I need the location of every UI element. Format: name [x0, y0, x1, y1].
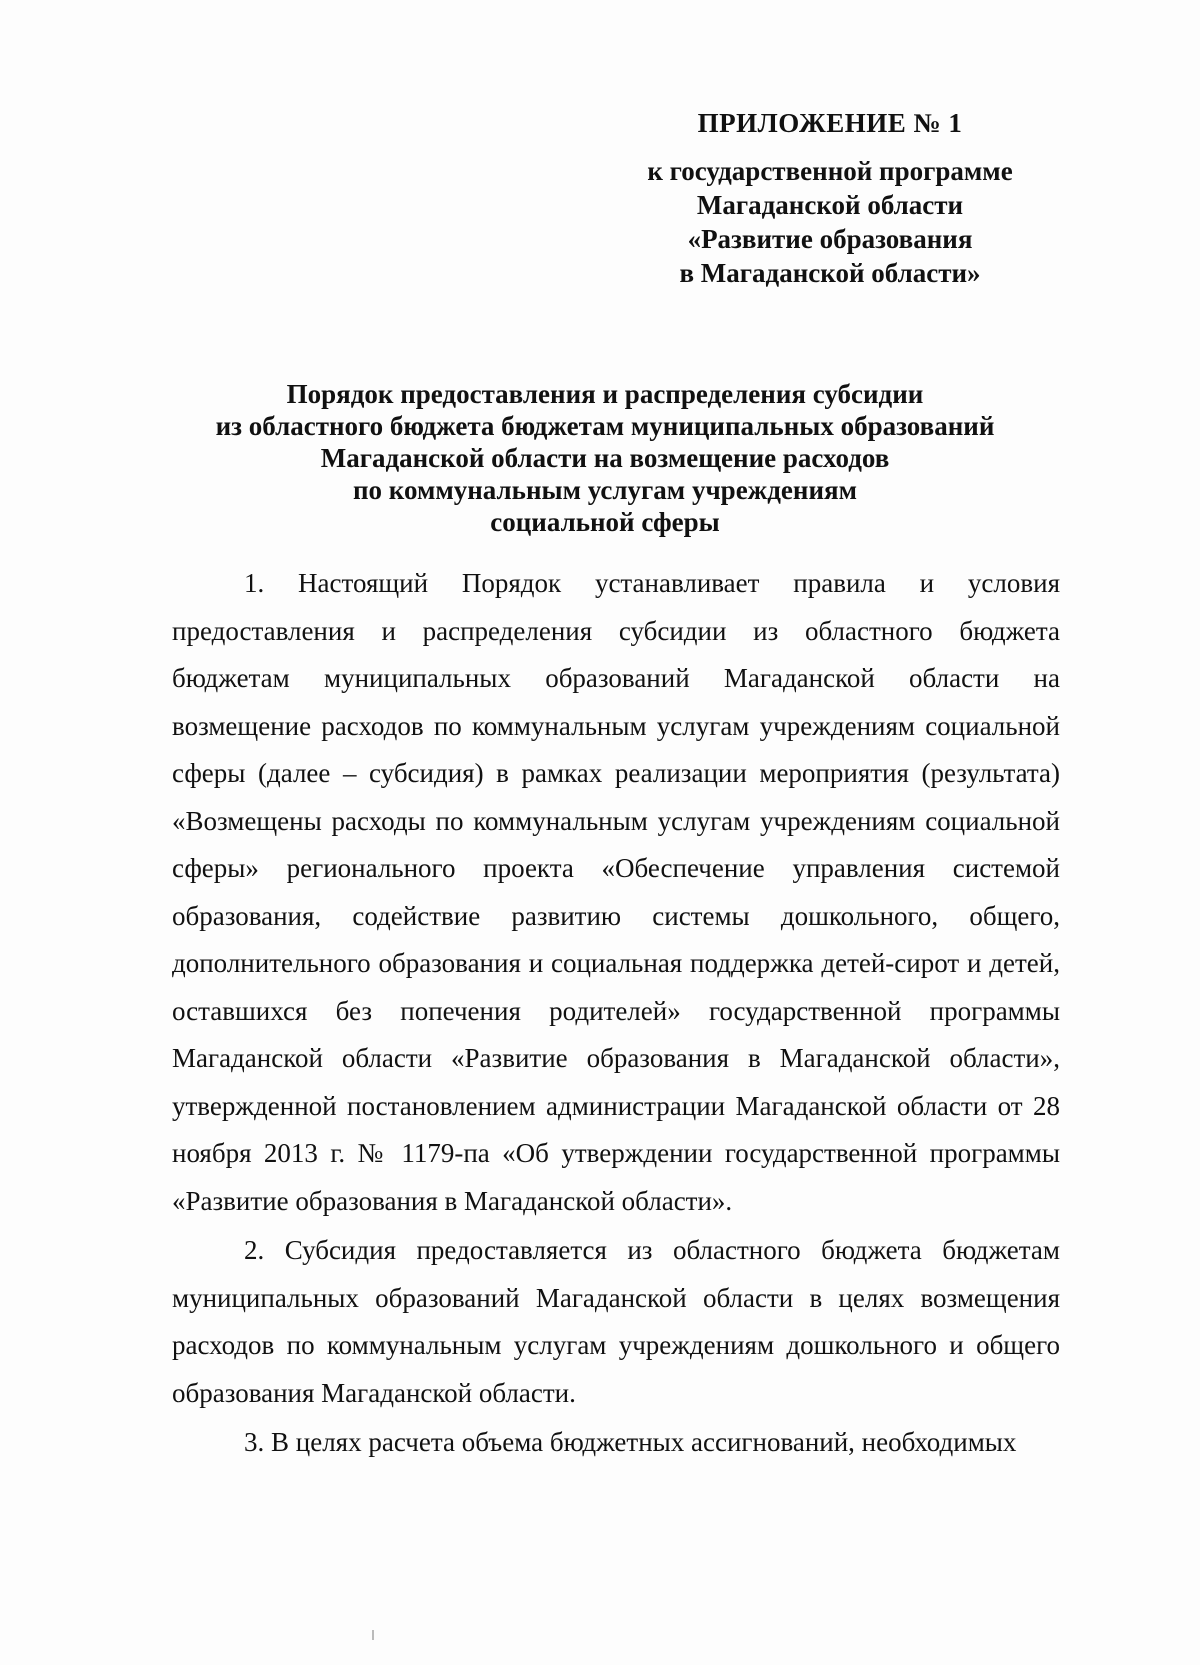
scan-mark	[372, 1630, 374, 1640]
appendix-line: к государственной программе	[647, 156, 1013, 186]
document-title-line: Магаданской области на возмещение расходов	[320, 443, 890, 473]
appendix-line: Магаданской области	[696, 190, 964, 220]
document-title-line: Порядок предоставления и распределения субсидии	[286, 379, 924, 409]
document-title-line: из областного бюджета бюджетам муниципальных образований	[215, 411, 995, 441]
document-title-line: по коммунальным услугам учреждениям	[352, 475, 858, 505]
appendix-title: ПРИЛОЖЕНИЕ № 1	[697, 108, 963, 138]
document-title-line: социальной сферы	[490, 507, 720, 537]
paragraph-1: 1. Настоящий Порядок устанавливает правила и условия предоставления и распределения субсидии из областного бюджета бюджетам муниципальных образований Магаданской области на возмещение расходов по коммунальным услугам учреждениям социальной сферы (далее – субсидия) в рамках реализации мероприятия (результата) «Возмещены расходы по коммунальным услугам учреждениям социальной сферы» регионального проекта «Обеспечение управления системой образования, содействие развитию системы дошкольного, общего, дополнительного образования и социальная поддержка детей-сирот и детей, оставшихся без попечения родителей» государственной программы Магаданской области «Развитие образования в Магаданской области», утвержденной постановлением администрации Магаданской области от 28 ноября 2013 г. № 1179-па «Об утверждении государственной программы «Развитие образования в Магаданской области».	[172, 568, 1060, 1216]
paragraph-2: 2. Субсидия предоставляется из областного бюджета бюджетам муниципальных образований Магаданской области в целях возмещения расходов по коммунальным услугам учреждениям дошкольного и общего образования Магаданской области.	[172, 1235, 1060, 1408]
paragraph-3: 3. В целях расчета объема бюджетных ассигнований, необходимых	[244, 1427, 1017, 1457]
appendix-header	[620, 106, 1040, 290]
document-body	[172, 560, 1060, 1467]
document-title	[160, 378, 1050, 538]
appendix-line: в Магаданской области»	[679, 258, 981, 288]
appendix-line: «Развитие образования	[687, 224, 973, 254]
